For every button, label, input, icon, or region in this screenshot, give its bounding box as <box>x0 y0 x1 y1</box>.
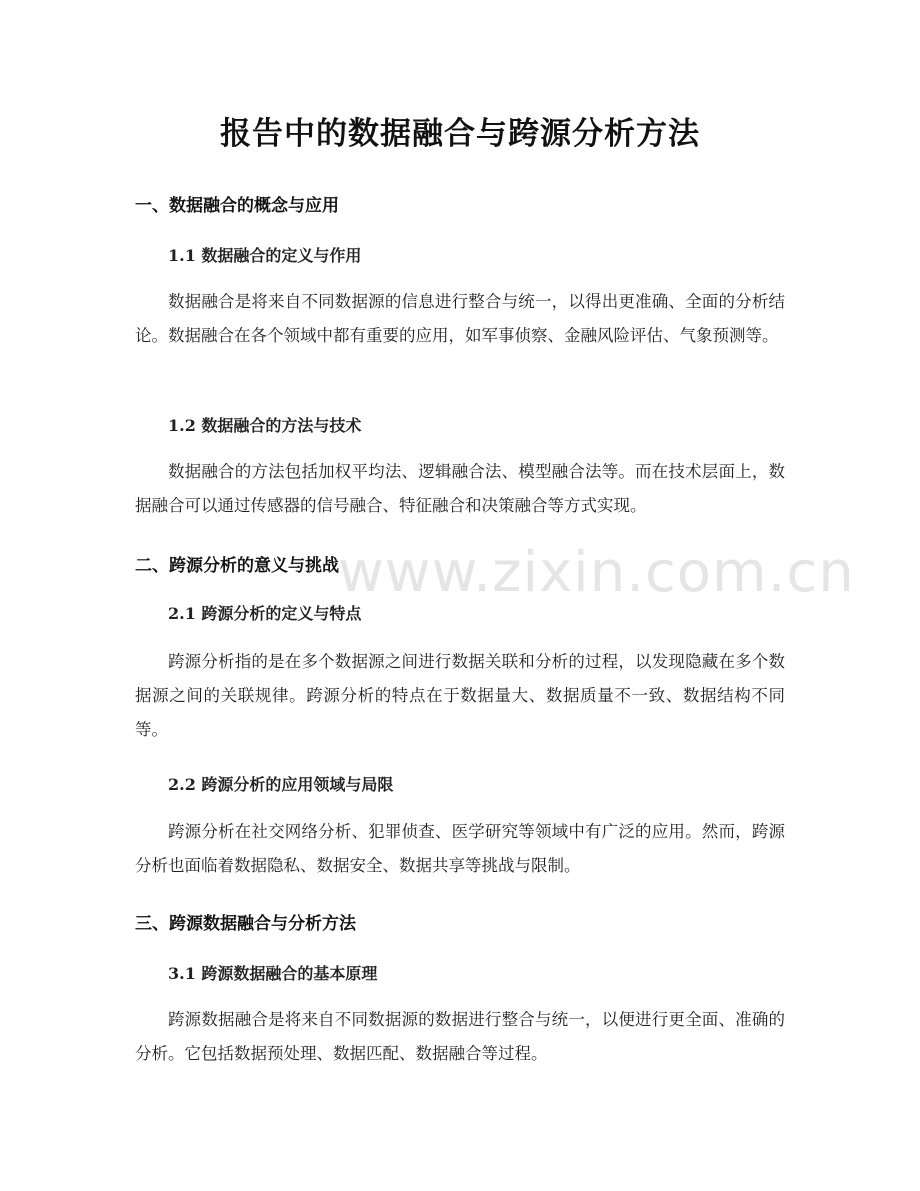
subsection-heading-2-1: 2.1 跨源分析的定义与特点 <box>168 604 362 623</box>
paragraph-3-1: 跨源数据融合是将来自不同数据源的数据进行整合与统一，以便进行更全面、准确的分析。它包括数据预处理、数据匹配、数据融合等过程。 <box>135 1010 785 1063</box>
subsection-heading-3-1: 3.1 跨源数据融合的基本原理 <box>168 964 378 983</box>
subsection-heading-2-2: 2.2 跨源分析的应用领域与局限 <box>168 775 394 794</box>
subsection-heading-1-2: 1.2 数据融合的方法与技术 <box>168 416 362 435</box>
paragraph-2-2: 跨源分析在社交网络分析、犯罪侦查、医学研究等领域中有广泛的应用。然而，跨源分析也面临着数据隐私、数据安全、数据共享等挑战与限制。 <box>135 822 785 875</box>
paragraph-1-2: 数据融合的方法包括加权平均法、逻辑融合法、模型融合法等。而在技术层面上，数据融合可以通过传感器的信号融合、特征融合和决策融合等方式实现。 <box>135 462 785 515</box>
document-title: 报告中的数据融合与跨源分析方法 <box>220 116 700 152</box>
paragraph-1-1: 数据融合是将来自不同数据源的信息进行整合与统一，以得出更准确、全面的分析结论。数据融合在各个领域中都有重要的应用，如军事侦察、金融风险评估、气象预测等。 <box>135 292 785 345</box>
section-heading-2: 二、跨源分析的意义与挑战 <box>135 556 339 576</box>
subsection-heading-1-1: 1.1 数据融合的定义与作用 <box>168 246 362 265</box>
paragraph-2-1: 跨源分析指的是在多个数据源之间进行数据关联和分析的过程，以发现隐藏在多个数据源之间的关联规律。跨源分析的特点在于数据量大、数据质量不一致、数据结构不同等。 <box>135 652 785 739</box>
section-heading-3: 三、跨源数据融合与分析方法 <box>135 914 356 934</box>
section-heading-1: 一、数据融合的概念与应用 <box>135 196 339 216</box>
watermark: www.zixin.com.cn <box>338 540 855 605</box>
